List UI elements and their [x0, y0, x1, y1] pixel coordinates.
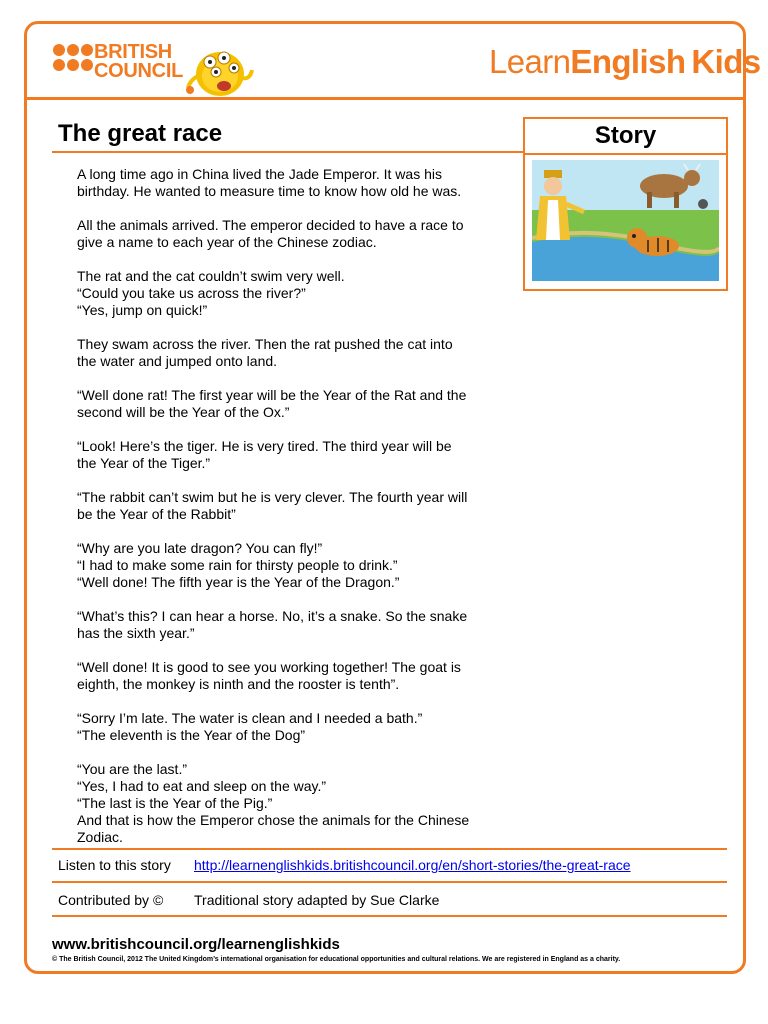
story-line: All the animals arrived. The emperor decided to have a race to — [77, 217, 464, 233]
story-line: And that is how the Emperor chose the animals for the Chinese — [77, 812, 470, 828]
story-line: “Well done! It is good to see you working together! The goat is — [77, 659, 461, 675]
story-line: the Year of the Tiger.” — [77, 455, 211, 471]
story-line: second will be the Year of the Ox.” — [77, 404, 290, 420]
story-line: “Well done! The fifth year is the Year of the Dragon.” — [77, 574, 400, 590]
story-paragraph — [77, 608, 527, 642]
mascot-monster-icon — [180, 36, 258, 100]
story-line: “Sorry I’m late. The water is clean and I needed a bath.” — [77, 710, 423, 726]
footer-divider-1 — [52, 848, 727, 850]
story-line: “Why are you late dragon? You can fly!” — [77, 540, 323, 556]
story-paragraph — [77, 761, 527, 846]
story-label: Story — [525, 119, 726, 155]
page-title: The great race — [58, 120, 223, 147]
story-paragraph — [77, 659, 527, 693]
story-paragraph — [77, 268, 527, 319]
story-line: Zodiac. — [77, 829, 123, 845]
story-line: “You are the last.” — [77, 761, 187, 777]
listen-link[interactable]: http://learnenglishkids.britishcouncil.org/en/short-stories/the-great-race — [194, 857, 631, 873]
story-line: A long time ago in China lived the Jade Emperor. It was his — [77, 166, 442, 182]
contributed-value: Traditional story adapted by Sue Clarke — [194, 892, 440, 908]
footer-divider-2 — [52, 881, 727, 883]
footer-divider-3 — [52, 915, 727, 917]
story-line: “What’s this? I can hear a horse. No, it’s a snake. So the snake — [77, 608, 468, 624]
story-paragraph — [77, 540, 527, 591]
story-line: “I had to make some rain for thirsty people to drink.” — [77, 557, 398, 573]
story-line: be the Year of the Rabbit” — [77, 506, 236, 522]
story-paragraph — [77, 438, 527, 472]
story-line: “The eleventh is the Year of the Dog” — [77, 727, 306, 743]
story-line: “Yes, I had to eat and sleep on the way.” — [77, 778, 327, 794]
story-line: the water and jumped onto land. — [77, 353, 278, 369]
story-paragraph — [77, 489, 527, 523]
british-council-wordmark: BRITISH COUNCIL — [94, 41, 184, 82]
listen-label: Listen to this story — [58, 857, 171, 873]
site-url: www.britishcouncil.org/learnenglishkids — [52, 936, 340, 953]
story-line: has the sixth year.” — [77, 625, 195, 641]
story-paragraph — [77, 166, 527, 200]
story-line: “The last is the Year of the Pig.” — [77, 795, 273, 811]
learnenglish-kids-logo: LearnEnglish Kids — [489, 43, 761, 80]
story-text — [77, 166, 527, 846]
story-line: The rat and the cat couldn’t swim very well. — [77, 268, 345, 284]
story-line: “Well done rat! The first year will be the Year of the Rat and the — [77, 387, 467, 403]
story-paragraph — [77, 336, 527, 370]
story-paragraph — [77, 710, 527, 744]
header-divider — [27, 97, 743, 100]
story-line: birthday. He wanted to measure time to know how old he was. — [77, 183, 462, 199]
contributed-label: Contributed by © — [58, 892, 164, 908]
story-box — [523, 117, 728, 291]
story-paragraph — [77, 217, 527, 251]
story-line: “Could you take us across the river?” — [77, 285, 306, 301]
story-line: “Look! Here’s the tiger. He is very tired. The third year will be — [77, 438, 452, 454]
copyright-notice: © The British Council, 2012 The United Kingdom’s international organisation for educational opportunities and cultural relations. We are registered in England as a charity. — [52, 956, 621, 963]
story-line: eighth, the monkey is ninth and the rooster is tenth”. — [77, 676, 400, 692]
story-paragraph — [77, 387, 527, 421]
title-divider — [52, 151, 524, 153]
story-line: They swam across the river. Then the rat pushed the cat into — [77, 336, 453, 352]
story-line: “The rabbit can’t swim but he is very clever. The fourth year will — [77, 489, 468, 505]
story-line: give a name to each year of the Chinese zodiac. — [77, 234, 377, 250]
story-illustration — [532, 160, 719, 281]
story-line: “Yes, jump on quick!” — [77, 302, 208, 318]
